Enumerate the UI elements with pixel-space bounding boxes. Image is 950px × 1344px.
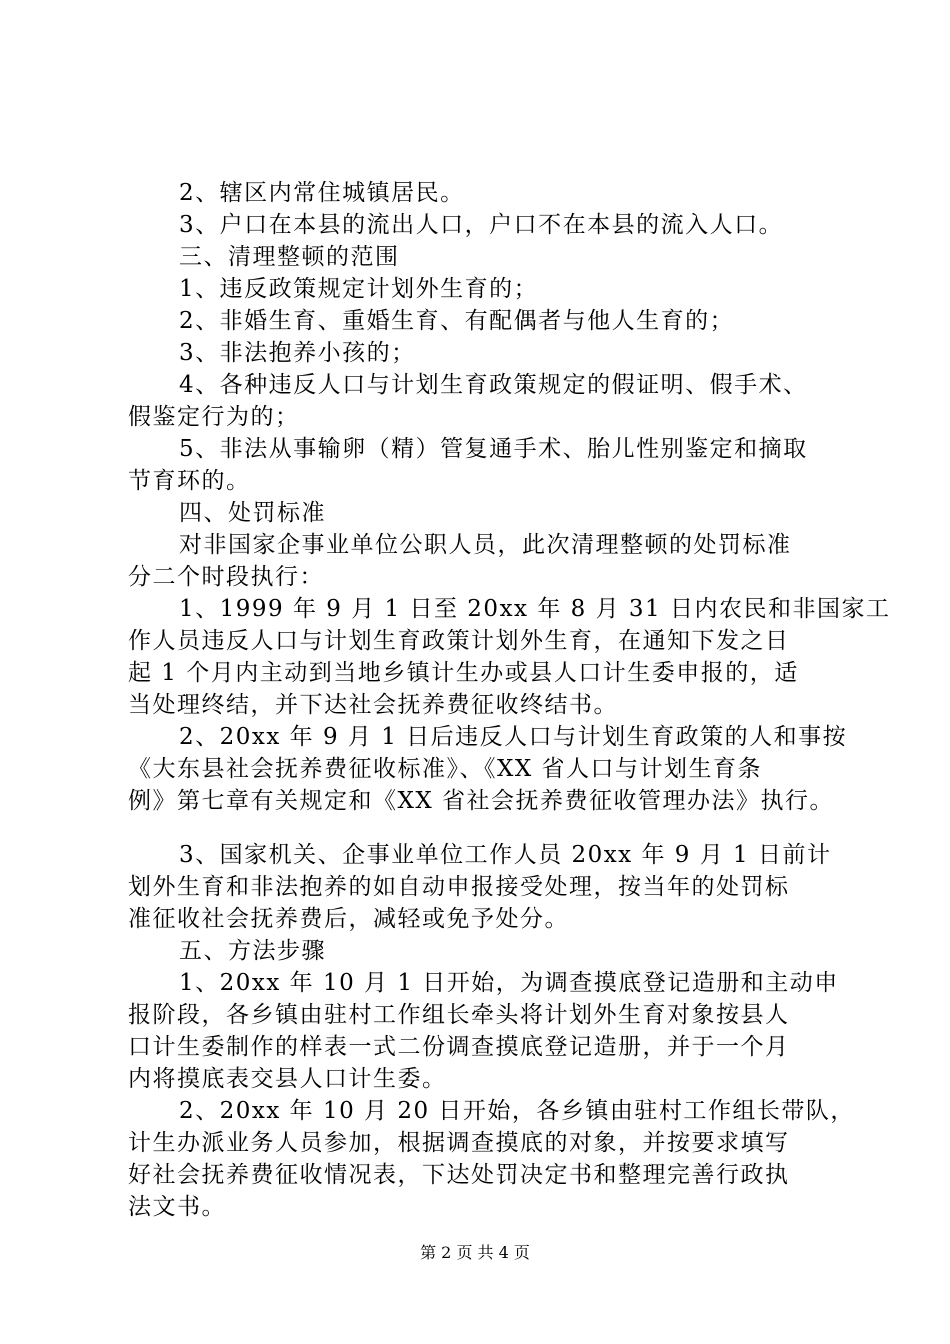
text-line: 作人员违反人口与计划生育政策计划外生育，在通知下发之日: [128, 628, 790, 654]
text-line: 三、清理整顿的范围: [179, 244, 400, 270]
text-line: 2、20xx 年 10 月 20 日开始，各乡镇由驻村工作组长带队，: [179, 1098, 855, 1124]
text-line: 2、20xx 年 9 月 1 日后违反人口与计划生育政策的人和事按: [179, 724, 848, 750]
text-line: 例》第七章有关规定和《XX 省社会抚养费征收管理办法》执行。: [128, 788, 835, 814]
text-line: 分二个时段执行：: [128, 564, 324, 590]
text-line: 内将摸底表交县人口计生委。: [128, 1066, 447, 1092]
text-line: 对非国家企事业单位公职人员，此次清理整顿的处罚标准: [179, 532, 792, 558]
text-line: 划外生育和非法抱养的如自动申报接受处理，按当年的处罚标: [128, 874, 790, 900]
text-line: 口计生委制作的样表一式二份调查摸底登记造册，并于一个月: [128, 1034, 790, 1060]
text-line: 计生办派业务人员参加，根据调查摸底的对象，并按要求填写: [128, 1130, 790, 1156]
text-line: 1、1999 年 9 月 1 日至 20xx 年 8 月 31 日内农民和非国家工: [179, 596, 891, 622]
text-line: 五、方法步骤: [179, 938, 326, 964]
text-line: 四、处罚标准: [179, 500, 326, 526]
text-line: 5、非法从事输卵（精）管复通手术、胎儿性别鉴定和摘取: [179, 436, 808, 462]
text-line: 1、20xx 年 10 月 1 日开始，为调查摸底登记造册和主动申: [179, 970, 839, 996]
text-line: 报阶段，各乡镇由驻村工作组长牵头将计划外生育对象按县人: [128, 1002, 790, 1028]
text-line: 法文书。: [128, 1194, 226, 1220]
text-line: 4、各种违反人口与计划生育政策规定的假证明、假手术、: [179, 372, 808, 398]
text-line: 假鉴定行为的；: [128, 404, 300, 430]
text-line: 《大东县社会抚养费征收标准》、《XX 省人口与计划生育条: [128, 756, 763, 782]
page-footer: 第 2 页 共 4 页: [420, 1243, 530, 1262]
text-line: 节育环的。: [128, 468, 251, 494]
text-line: 1、违反政策规定计划外生育的；: [179, 276, 539, 302]
text-line: 好社会抚养费征收情况表，下达处罚决定书和整理完善行政执: [128, 1162, 790, 1188]
text-line: 3、国家机关、企事业单位工作人员 20xx 年 9 月 1 日前计: [179, 842, 832, 868]
text-line: 2、辖区内常住城镇居民。: [179, 180, 465, 206]
text-line: 起 1 个月内主动到当地乡镇计生办或县人口计生委申报的，适: [128, 660, 799, 686]
text-line: 当处理终结，并下达社会抚养费征收终结书。: [128, 692, 618, 718]
text-line: 准征收社会抚养费后，减轻或免予处分。: [128, 906, 569, 932]
text-line: 3、非法抱养小孩的；: [179, 340, 416, 366]
text-line: 2、非婚生育、重婚生育、有配偶者与他人生育的；: [179, 308, 735, 334]
text-line: 3、户口在本县的流出人口，户口不在本县的流入人口。: [179, 212, 784, 238]
